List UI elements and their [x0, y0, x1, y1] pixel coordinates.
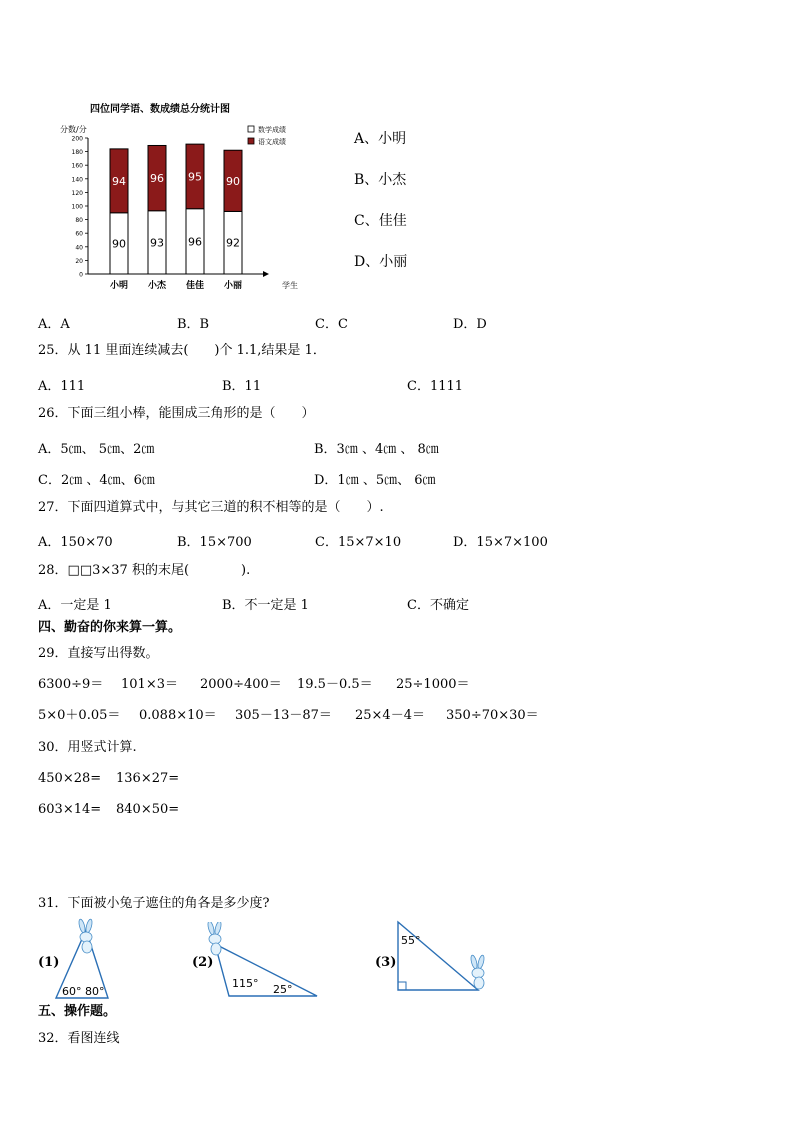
q30-stem: 30．用竖式计算. [38, 740, 137, 755]
q25-option-c[interactable]: C．1111 [407, 379, 464, 394]
q29-expr[interactable]: 25×4－4＝ [355, 708, 425, 723]
q29-stem: 29．直接写出得数。 [38, 646, 159, 661]
q25-option-b[interactable]: B．11 [222, 379, 262, 394]
q29-expr[interactable]: 19.5－0.5＝ [297, 677, 373, 692]
q29-expr[interactable]: 5×0＋0.05＝ [38, 708, 121, 723]
q27-stem: 27．下面四道算式中，与其它三道的积不相等的是（ ）. [38, 500, 384, 515]
q26-option-d[interactable]: D．1㎝ 、5㎝、 6㎝ [314, 473, 436, 488]
chart-ylabel: 分数/分 [60, 125, 87, 134]
choice-a-xiaoming: A、小明 [354, 131, 407, 147]
q31-stem: 31．下面被小兔子遮住的角各是多少度? [38, 896, 270, 911]
bar-chinese-label: 96 [150, 172, 164, 186]
q28-option-b[interactable]: B．不一定是 1 [222, 598, 309, 613]
triangle-1-angles: 60° 80° [62, 985, 105, 998]
y-tick-label: 80 [75, 217, 83, 225]
y-tick-label: 120 [71, 189, 83, 197]
q30-expr[interactable]: 450×28= [38, 771, 102, 786]
q26-stem: 26．下面三组小棒，能围成三角形的是（ ） [38, 406, 315, 421]
x-category-label: 小杰 [147, 281, 167, 291]
q29-expr[interactable]: 305－13－87＝ [235, 708, 332, 723]
q24-option-c[interactable]: C．C [315, 317, 348, 332]
y-tick-label: 140 [71, 176, 83, 184]
legend-math-swatch [248, 126, 254, 132]
y-tick-label: 60 [75, 230, 83, 238]
legend-chinese-swatch [248, 138, 254, 144]
q29-expr[interactable]: 101×3＝ [121, 677, 178, 692]
q27-option-a[interactable]: A．150×70 [38, 535, 113, 550]
bar-chinese-label: 95 [188, 170, 202, 184]
q25-stem: 25．从 11 里面连续减去( )个 1.1,结果是 1． [38, 343, 326, 358]
q27-option-c[interactable]: C．15×7×10 [315, 535, 402, 550]
q24-option-a[interactable]: A．A [38, 317, 70, 332]
chart-title: 四位同学语、数成绩总分统计图 [90, 104, 230, 115]
q26-option-b[interactable]: B．3㎝ 、4㎝ 、 8㎝ [314, 442, 439, 457]
y-tick-label: 200 [71, 135, 83, 143]
q32-stem: 32．看图连线 [38, 1031, 120, 1046]
rabbit-icon [78, 919, 93, 953]
bar-math-label: 92 [226, 236, 240, 250]
y-tick-label: 160 [71, 162, 83, 170]
q28-option-a[interactable]: A．一定是 1 [38, 598, 112, 613]
q29-expr[interactable]: 25÷1000＝ [396, 677, 470, 692]
y-tick-label: 0 [79, 271, 83, 279]
q24-option-d[interactable]: D．D [453, 317, 487, 332]
q30-expr[interactable]: 840×50= [116, 802, 180, 817]
bar-chinese-label: 94 [112, 174, 126, 188]
q29-expr[interactable]: 2000÷400＝ [200, 677, 282, 692]
q29-expr[interactable]: 6300÷9＝ [38, 677, 104, 692]
triangle-3 [392, 918, 492, 1002]
triangle-2-angle-b: 25° [273, 983, 293, 996]
bar-math-label: 93 [150, 236, 164, 250]
q24-option-b[interactable]: B．B [177, 317, 210, 332]
q26-option-a[interactable]: A．5㎝、 5㎝、2㎝ [38, 442, 155, 457]
q25-option-a[interactable]: A．111 [38, 379, 86, 394]
legend-math-label: 数学成绩 [258, 126, 286, 134]
q31-label-3: (3) [375, 955, 397, 970]
legend-chinese-label: 语文成绩 [258, 138, 286, 146]
x-axis-arrow [263, 271, 269, 277]
q26-option-c[interactable]: C．2㎝ 、4㎝、6㎝ [38, 473, 155, 488]
bar-chinese-label: 90 [226, 174, 240, 188]
y-tick-label: 100 [71, 203, 83, 211]
rabbit-icon [207, 922, 222, 955]
q31-label-2: (2) [192, 955, 214, 970]
chart-xlabel: 学生 [282, 281, 298, 290]
x-category-label: 小丽 [223, 281, 243, 291]
stacked-bar-chart [58, 96, 308, 296]
choice-c-jiajia: C、佳佳 [354, 213, 407, 229]
y-tick-label: 40 [75, 244, 83, 252]
q27-option-d[interactable]: D．15×7×100 [453, 535, 548, 550]
triangle-2-angle-a: 115° [232, 977, 259, 990]
q27-option-b[interactable]: B．15×700 [177, 535, 252, 550]
x-category-label: 小明 [109, 281, 129, 291]
triangle-1 [50, 918, 116, 1002]
y-tick-label: 180 [71, 149, 83, 157]
choice-b-xiaojie: B、小杰 [354, 172, 407, 188]
y-tick-label: 20 [75, 257, 83, 265]
choice-d-xiaoli: D、小丽 [354, 254, 408, 270]
triangle-3-angle: 55° [401, 934, 421, 947]
q28-stem: 28．□□3×37 积的末尾( ). [38, 563, 251, 578]
q30-expr[interactable]: 603×14= [38, 802, 102, 817]
bar-math-label: 96 [188, 235, 202, 249]
triangle-2 [205, 922, 325, 1000]
q29-expr[interactable]: 350÷70×30＝ [446, 708, 539, 723]
bar-math-label: 90 [112, 237, 126, 251]
section-4-heading: 四、勤奋的你来算一算。 [38, 620, 182, 635]
q31-label-1: (1) [38, 955, 60, 970]
q28-option-c[interactable]: C．不确定 [407, 598, 469, 613]
q29-expr[interactable]: 0.088×10＝ [139, 708, 217, 723]
x-category-label: 佳佳 [185, 281, 205, 291]
section-5-heading: 五、操作题。 [38, 1004, 117, 1019]
rabbit-icon [470, 955, 485, 989]
q30-expr[interactable]: 136×27= [116, 771, 180, 786]
